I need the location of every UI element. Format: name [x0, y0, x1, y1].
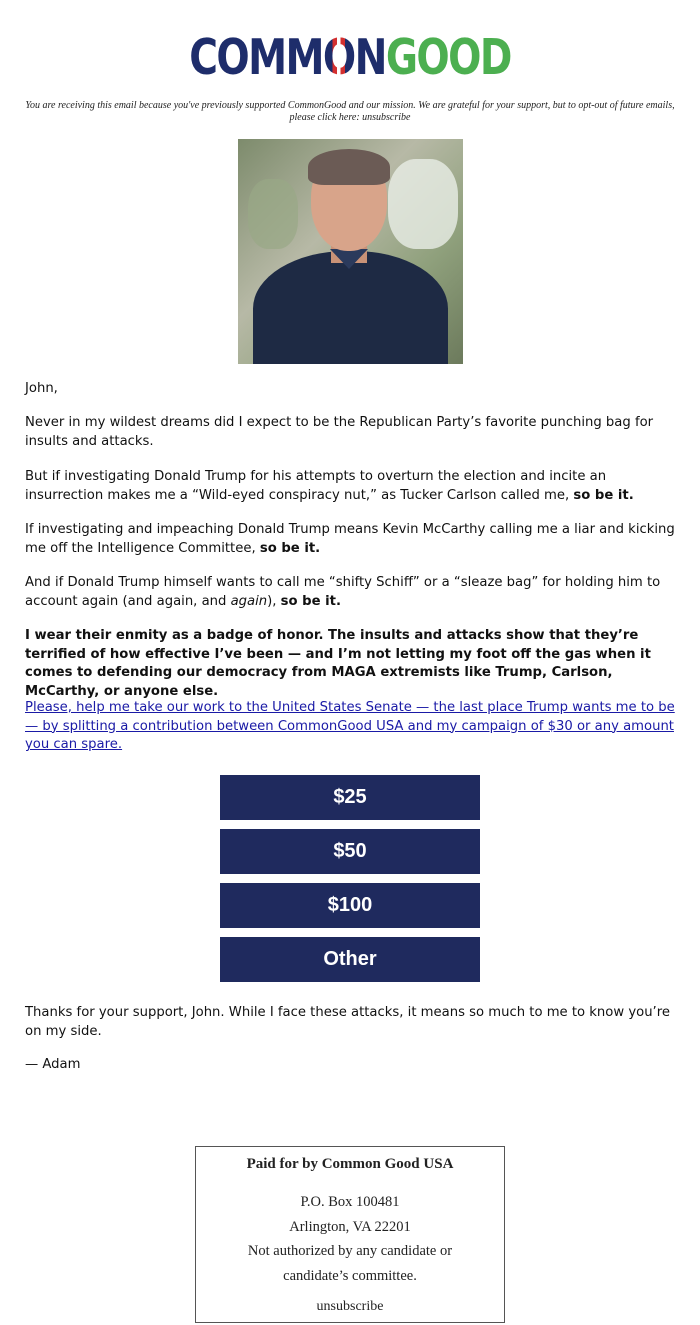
paragraph-4 — [25, 574, 675, 611]
donate-25-button[interactable]: $25 — [220, 775, 480, 820]
commongood-logo — [0, 30, 700, 86]
donation-appeal — [25, 699, 675, 755]
paragraph-2 — [25, 468, 675, 505]
paragraph-5-bold: I wear their enmity as a badge of honor. The insults and attacks show that they’re terrified of how effective I’ve been — and I’m not letting my foot off the gas when it comes to defending our democracy from MAGA extremists like Trump, Carlson, McCarthy, or anyone else. — [25, 628, 651, 699]
paragraph-4-italic: again — [230, 593, 268, 609]
paragraph-3 — [25, 521, 675, 558]
paragraph-2-bold: so be it. — [573, 487, 634, 503]
donation-appeal-link[interactable]: Please, help me take our work to the United States Senate — the last place Trump wants me to be — by splitting a contribution between CommonGood USA and my campaign of $30 or any amount you can spare. — [25, 700, 675, 752]
candidate-photo — [238, 139, 463, 364]
logo-wordmark — [189, 30, 511, 86]
thanks-paragraph: Thanks for your support, John. While I face these attacks, it means so much to me to know you’re on my side. — [25, 1005, 670, 1039]
footer-po-box: P.O. Box 100481 — [300, 1194, 400, 1210]
paragraph-4-text: And if Donald Trump himself wants to call me “shifty Schiff” or a “sleaze bag” for holding him to account again (and again, and — [25, 575, 661, 609]
signoff: — Adam — [25, 1057, 81, 1072]
logo-o-letter: O — [322, 29, 355, 86]
footer-address — [196, 1190, 504, 1288]
footer-committee: candidate’s committee. — [283, 1267, 417, 1284]
donate-100-button[interactable]: $100 — [220, 883, 480, 928]
paragraph-2-text: But if investigating Donald Trump for his attempts to overturn the election and incite an insurrection makes me a “Wild-eyed conspiracy nut,” as Tucker Carlson called me, — [25, 469, 607, 503]
footer-not-authorized: Not authorized by any candidate or — [247, 1243, 453, 1259]
paragraph-4-bold: so be it. — [280, 593, 341, 609]
paid-for-text: Paid for by Common Good USA — [246, 1156, 454, 1172]
logo-good-text: GOOD — [385, 29, 511, 86]
footer-unsubscribe-link[interactable]: unsubscribe — [316, 1299, 384, 1314]
greeting: John, — [25, 381, 58, 396]
logo-common-text: COMM — [189, 29, 323, 86]
paragraph-1: Never in my wildest dreams did I expect to be the Republican Party’s favorite punching bag for insults and attacks. — [25, 415, 654, 449]
paragraph-3-text: If investigating and impeaching Donald Trump means Kevin McCarthy calling me a liar and kicking me off the Intelligence Committee, — [25, 522, 675, 556]
paragraph-4-text-end: ), — [267, 593, 281, 609]
logo-flag-o — [323, 30, 355, 86]
email-disclaimer: You are receiving this email because you've previously supported CommonGood and our mission. We are grateful for your support, but to opt-out of future emails, please click here: unsubscribe — [25, 100, 675, 123]
footer-city: Arlington, VA 22201 — [289, 1218, 411, 1235]
paid-for-disclaimer-box — [195, 1146, 505, 1323]
paragraph-3-bold: so be it. — [259, 540, 321, 556]
donate-50-button[interactable]: $50 — [220, 829, 480, 874]
logo-n-letter: N — [354, 29, 386, 86]
donate-other-button[interactable]: Other — [220, 937, 480, 982]
